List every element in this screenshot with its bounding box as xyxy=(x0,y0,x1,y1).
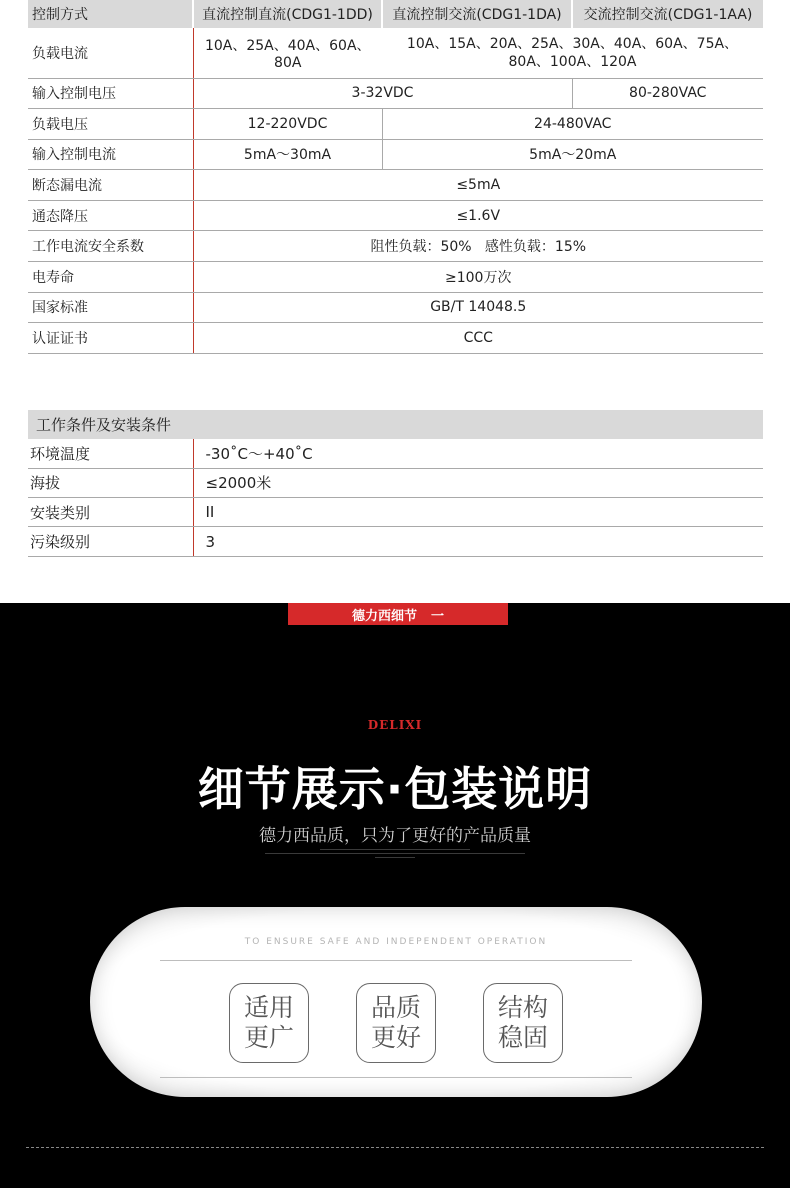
input-voltage-ac: 80-280VAC xyxy=(572,78,763,109)
card-caption: TO ENSURE SAFE AND INDEPENDENT OPERATION xyxy=(244,937,548,947)
load-current-ac xyxy=(382,28,763,78)
dashed-divider xyxy=(26,1147,764,1148)
table-row xyxy=(28,170,763,201)
row-value: II xyxy=(193,498,763,527)
table-row xyxy=(28,292,763,323)
feature-line1: 适用 xyxy=(243,993,294,1022)
table-row xyxy=(28,231,763,262)
load-current-dc: 10A、25A、40A、60A、80A xyxy=(193,28,382,78)
row-value: 3 xyxy=(193,527,763,556)
table-row xyxy=(28,139,763,170)
row-label: 负载电流 xyxy=(28,28,193,78)
delixi-logo: DELIXI xyxy=(367,718,423,732)
feature-box-structure xyxy=(483,983,563,1063)
card-divider-top xyxy=(160,960,632,961)
detail-tab xyxy=(288,603,508,625)
page-subtitle: 德力西品质，只为了更好的产品质量 xyxy=(259,826,531,846)
row-label: 国家标准 xyxy=(28,292,193,323)
detail-tab-dash: 一 xyxy=(431,608,445,624)
spec-header-da: 直流控制交流(CDG1-1DA) xyxy=(382,0,572,28)
conditions-table xyxy=(28,410,763,557)
load-current-ac-line1: 10A、15A、20A、25A、30A、40A、60A、75A、 xyxy=(406,35,739,52)
spec-table xyxy=(28,0,763,354)
load-voltage-dc: 12-220VDC xyxy=(193,109,382,140)
row-label: 输入控制电流 xyxy=(28,139,193,170)
feature-line1: 品质 xyxy=(370,993,421,1022)
detail-section xyxy=(0,603,790,1188)
table-row xyxy=(28,78,763,109)
table-row xyxy=(28,200,763,231)
input-current-ac: 5mA～20mA xyxy=(382,139,763,170)
table-row xyxy=(28,262,763,293)
table-row xyxy=(28,468,763,497)
table-row xyxy=(28,28,763,78)
feature-card xyxy=(90,907,702,1097)
life-value: ≥100万次 xyxy=(193,262,763,293)
row-label: 认证证书 xyxy=(28,323,193,354)
table-row xyxy=(28,439,763,468)
feature-box-scope xyxy=(229,983,309,1063)
input-current-dc: 5mA～30mA xyxy=(193,139,382,170)
decorative-fine-lines xyxy=(265,849,525,859)
conditions-header-row xyxy=(28,410,763,439)
conditions-title: 工作条件及安装条件 xyxy=(28,410,763,439)
spec-header-label: 控制方式 xyxy=(28,0,193,28)
off-leakage-value: ≤5mA xyxy=(193,170,763,201)
row-value: ≤2000米 xyxy=(193,468,763,497)
feature-box-quality xyxy=(356,983,436,1063)
safety-factor-value: 阻性负载：50% 感性负载：15% xyxy=(193,231,763,262)
on-drop-value: ≤1.6V xyxy=(193,200,763,231)
row-label: 环境温度 xyxy=(28,439,193,468)
spec-header-row xyxy=(28,0,763,28)
feature-line2: 更广 xyxy=(243,1023,294,1052)
feature-line2: 更好 xyxy=(370,1023,421,1052)
input-voltage-dc: 3-32VDC xyxy=(193,78,572,109)
row-value: -30˚C～+40˚C xyxy=(193,439,763,468)
page-title: 细节展示·包装说明 xyxy=(197,762,593,816)
cert-value: CCC xyxy=(193,323,763,354)
standard-value: GB/T 14048.5 xyxy=(193,292,763,323)
row-label: 负载电压 xyxy=(28,109,193,140)
spec-header-aa: 交流控制交流(CDG1-1AA) xyxy=(572,0,763,28)
table-row xyxy=(28,527,763,556)
table-row xyxy=(28,323,763,354)
load-voltage-ac: 24-480VAC xyxy=(382,109,763,140)
card-divider-bottom xyxy=(160,1077,632,1078)
detail-tab-label: 德力西细节 xyxy=(351,608,417,624)
row-label: 电寿命 xyxy=(28,262,193,293)
row-label: 污染级别 xyxy=(28,527,193,556)
spec-header-dd: 直流控制直流(CDG1-1DD) xyxy=(193,0,382,28)
row-label: 输入控制电压 xyxy=(28,78,193,109)
load-current-ac-line2: 80A、100A、120A xyxy=(508,53,637,70)
row-label: 安装类别 xyxy=(28,498,193,527)
feature-line1: 结构 xyxy=(497,993,548,1022)
row-label: 断态漏电流 xyxy=(28,170,193,201)
row-label: 通态降压 xyxy=(28,200,193,231)
row-label: 工作电流安全系数 xyxy=(28,231,193,262)
row-label: 海拔 xyxy=(28,468,193,497)
table-row xyxy=(28,109,763,140)
table-row xyxy=(28,498,763,527)
feature-line2: 稳固 xyxy=(497,1023,548,1052)
